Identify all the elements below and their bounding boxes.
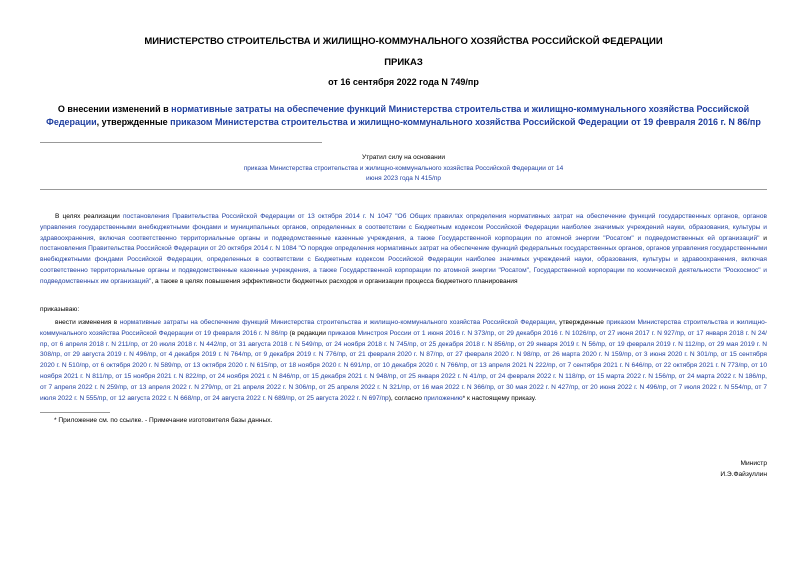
p1-link-decree-1047[interactable]: постановления Правительства Российской Федерации от 13 октября 2014 г. N 1047 "Об Общих правилах определения нормативных затрат на обеспечение функций государственных органов, органов управления государственными внебюджетными фондами и муниципальных органов, определенных в соответствии с Бюджетным кодексом Российской Федерации наиболее значимых учреждений науки, образования, культуры и здравоохранения, включая соответственно территориальные органы и подведомственные казенные учреждения, а также Государственной корпорации по атомной энергии "Росатом" и подведомственных ей организаций"	[40, 213, 767, 242]
p3-link-amending-orders[interactable]: приказов Минстроя России от 1 июня 2016 г. N 373/пр, от 29 декабря 2016 г. N 1026/пр, от 27 июня 2017 г. N 927/пр, от 17 января 2018 г. N 24/пр, от 6 апреля 2018 г. N 211/пр, от 20 июля 2018 г. N 442/пр, от 31 августа 2018 г. N 549/пр, от 24 ноября 2018 г. N 745/пр, от 25 декабря 2018 г. N 856/пр, от 29 января 2019 г. N 56/пр, от 19 февраля 2019 г. N 112/пр, от 29 мая 2019 г. N 308/пр, от 29 августа 2019 г. N 496/пр, от 4 декабря 2019 г. N 764/пр, от 9 декабря 2019 г. N 776/пр, от 21 февраля 2020 г. N 87/пр, от 27 февраля 2020 г. N 98/пр, от 26 марта 2020 г. N 159/пр, от 3 июня 2020 г. N 301/пр, от 15 сентября 2020 г. N 510/пр, от 6 октября 2020 г. N 589/пр, от 13 октября 2020 г. N 615/пр, от 18 ноября 2020 г. N 691/пр, от 10 декабря 2020 г. N 766/пр, от 13 апреля 2021 N 222/пр, от 7 сентября 2021 г. N 646/пр, от 22 октября 2021 г. N 773/пр, от 10 ноября 2021 г. N 811/пр, от 15 ноября 2021 г. N 822/пр, от 24 ноября 2021 г. N 846/пр, от 15 декабря 2021 г. N 948/пр, от 25 января 2022 г. N 41/пр, от 24 февраля 2022 г. N 118/пр, от 15 марта 2022 г. N 156/пр, от 24 марта 2022 г. N 186/пр, от 7 апреля 2022 г. N 259/пр, от 13 апреля 2022 г. N 279/пр, от 21 апреля 2022 г. N 306/пр, от 25 апреля 2022 г. N 321/пр, от 16 мая 2022 г. N 366/пр, от 30 мая 2022 г. N 427/пр, от 20 июня 2022 г. N 496/пр, от 7 июля 2022 г. N 554/пр, от 7 июля 2022 г. N 555/пр, от 12 августа 2022 г. N 668/пр, от 24 августа 2022 г. N 689/пр, от 25 августа 2022 г. N 697/пр	[40, 329, 767, 402]
p3-text-post: ), согласно	[388, 394, 424, 402]
lost-force-label: Утратил силу на основании	[361, 154, 446, 161]
p3-link-appendix[interactable]: приложению	[423, 394, 463, 402]
p3-text-mid1: , утвержденные	[554, 319, 607, 326]
signature-name: И.Э.Файзуллин	[720, 471, 767, 478]
order-word: приказываю:	[40, 306, 80, 313]
preamble-paragraph	[40, 212, 767, 288]
ministry-heading: МИНИСТЕРСТВО СТРОИТЕЛЬСТВА И ЖИЛИЩНО-КОММУНАЛЬНОГО ХОЗЯЙСТВА РОССИЙСКОЙ ФЕДЕРАЦИИ	[144, 36, 663, 47]
p3-text-mid2: (в редакции	[287, 329, 328, 337]
footnote-divider	[40, 412, 110, 413]
p1-text-post: , а также в целях повышения эффективности бюджетных расходов и организации процесса бюджетного планирования	[151, 277, 518, 285]
signature-block	[720, 458, 767, 480]
p3-text-end: * к настоящему приказу.	[462, 394, 537, 402]
footnote: * Приложение см. по ссылке. - Примечание изготовителя базы данных.	[54, 417, 273, 424]
p3-text-pre: внести изменения в	[55, 319, 120, 326]
document-type: ПРИКАЗ	[384, 57, 423, 68]
document-date-number: от 16 сентября 2022 года N 749/пр	[328, 77, 479, 87]
lost-force-link[interactable]: приказа Министерства строительства и жилищно-коммунального хозяйства Российской Федерации от 14 июня 2023 года N 415/пр	[243, 164, 564, 182]
divider-bottom	[40, 189, 767, 190]
p3-link-order-86[interactable]: приказом Министерства строительства и жилищно-коммунального хозяйства Российской Федерации от 19 февраля 2016 г. N 86/пр	[40, 319, 767, 337]
p3-link-normative-costs[interactable]: нормативные затраты на обеспечение функций Министерства строительства и жилищно-коммунального хозяйства Российской Федерации	[119, 319, 555, 326]
title-text-1: О внесении изменений в	[57, 104, 172, 114]
p1-text-mid: и	[759, 234, 767, 242]
title-text-2: , утвержденные	[96, 116, 171, 127]
divider-top	[40, 142, 322, 143]
order-paragraph	[40, 318, 767, 404]
title-link-order-86[interactable]: приказом Министерства строительства и жилищно-коммунального хозяйства Российской Федерации от 19 февраля 2016 г. N 86/пр	[170, 116, 761, 127]
document-title	[40, 103, 767, 128]
signature-position: Министр	[740, 460, 767, 467]
lost-force-note	[240, 153, 567, 185]
p1-text-pre: В целях реализации	[55, 213, 123, 220]
title-link-normative-costs[interactable]: нормативные затраты на обеспечение функций Министерства строительства и жилищно-коммунального хозяйства Российской Федерации	[46, 104, 750, 127]
p1-link-decree-1084[interactable]: постановления Правительства Российской Федерации от 20 октября 2014 г. N 1084 "О порядке определения нормативных затрат на обеспечение функций федеральных государственных органов, органов управления государственными внебюджетными фондами Российской Федерации, определенных в соответствии с Бюджетным кодексом Российской Федерации наиболее значимых учреждений науки, образования, культуры и здравоохранения, включая соответственно территориальные органы и подведомственные казенные учреждения, а также Государственной корпорации по атомной энергии "Росатом", Государственной корпорации по космической деятельности "Роскосмос" и подведомственных им организаций"	[40, 245, 767, 285]
